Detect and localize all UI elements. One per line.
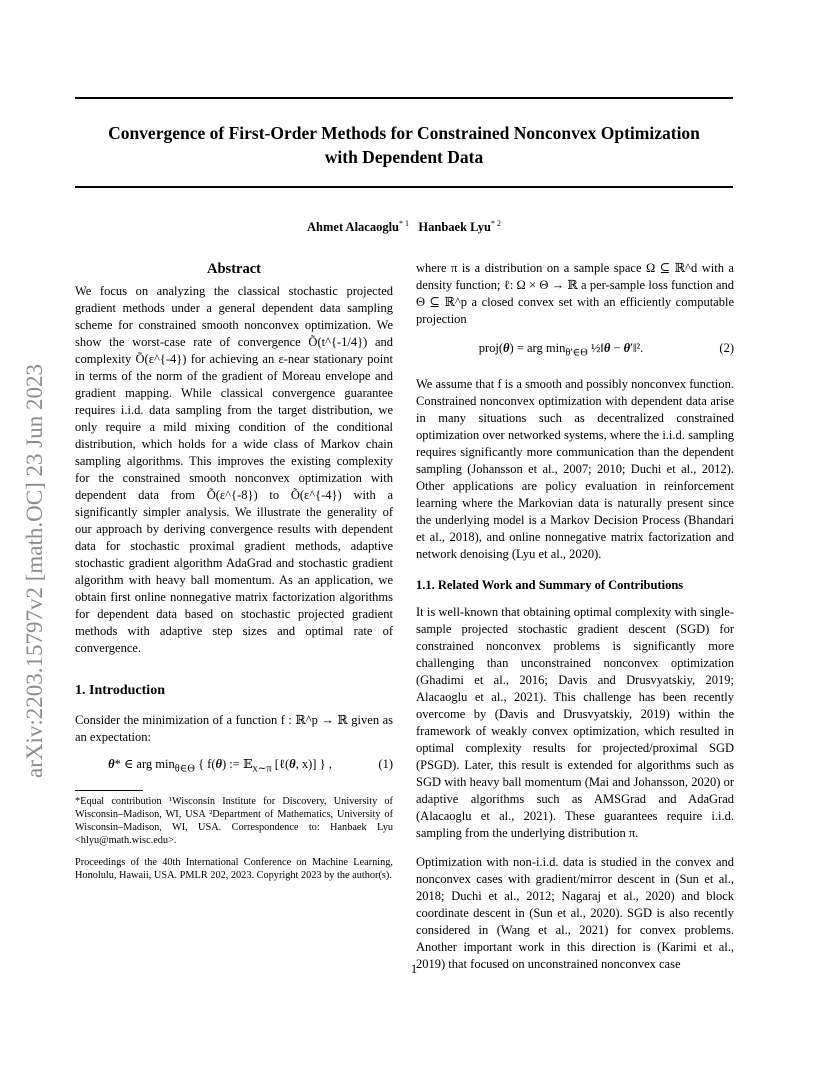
author-affiliation-mark: * 1: [399, 219, 410, 228]
paragraph-distribution: where π is a distribution on a sample space Ω ⊆ ℝ^d with a density function; ℓ: Ω × Θ → ℝ a per-sample loss function and Θ ⊆ ℝ^p a closed convex set with an efficiently computable projection: [416, 261, 734, 326]
title-line-1: Convergence of First-Order Methods for Constrained Nonconvex Optimization: [108, 123, 700, 143]
paragraph-related-work: It is well-known that obtaining optimal complexity with single-sample projected stochastic gradient descent (SGD) for constrained nonconvex problems is significantly more challenging than unconstrained nonconvex optimization (Ghadimi et al., 2016; Davis and Drusvyatskiy, 2019; Alacaoglu et al., 2021). This challenge has been recently overcome by (Davis and Drusvyatskiy, 2019) within the framework of weakly convex optimization, which resulted in optimal complexity results for projected/proximal SGD (PSGD). Later, this result is extended for algorithms such as SGD with heavy ball momentum (Mai and Johansson, 2020) or adaptive algorithms such as AMSGrad and AdaGrad (Alacaoglu et al., 2021). These guarantees require i.i.d. sampling from the underlying distribution π.: [416, 605, 734, 840]
author-affiliation-mark: * 2: [491, 219, 501, 228]
related-work-heading: 1.1. Related Work and Summary of Contributions: [416, 578, 684, 592]
arxiv-stamp: [20, 270, 50, 778]
author-name: Ahmet Alacaoglu: [307, 220, 400, 235]
introduction-heading: 1. Introduction: [75, 683, 165, 698]
title-line-2: with Dependent Data: [324, 147, 484, 167]
paragraph-assumption: We assume that f is a smooth and possibly nonconvex function. Constrained nonconvex optimization with dependent data arise in many situations such as decentralized constrained optimization over networked systems, where the i.i.d. sampling requires significantly more communication than the dependent sampling (Johansson et al., 2007; 2010; Duchi et al., 2012). Other applications are policy evaluation in reinforcement learning where the Markovian data is naturally present since the underlying model is a Markov Decision Process (Bhandari et al., 2018), and online nonnegative matrix factorization and network denoising (Lyu et al., 2020).: [416, 377, 734, 561]
footnote-affiliations: *Equal contribution ¹Wisconsin Institute for Discovery, University of Wisconsin–Madison, WI, USA ²Department of Mathematics, University of Wisconsin–Madison, WI, USA. Correspondence to: Hanbaek Lyu <hlyu@math.wisc.edu>.: [75, 796, 393, 846]
abstract-text: We focus on analyzing the classical stochastic projected gradient methods under a general dependent data sampling scheme for constrained smooth nonconvex optimization. We show the worst-case rate of convergence Õ(t^{-1/4}) and complexity Õ(ε^{-4}) for achieving an ε-near stationary point in terms of the norm of the gradient of Moreau envelope and gradient mapping. While classical convergence guarantee requires i.i.d. data sampling from the target distribution, we only require a mild mixing condition of the conditional distribution, which holds for a wide class of Markov chain sampling algorithms. This improves the existing complexity for the constrained smooth nonconvex optimization with dependent data from Õ(ε^{-8}) to Õ(ε^{-4}) with a significantly simpler analysis. We illustrate the generality of our approach by deriving convergence results with dependent data for stochastic proximal gradient methods, adaptive stochastic gradient algorithm AdaGrad and stochastic gradient algorithm with heavy ball momentum. As an application, we obtain first online nonnegative matrix factorization algorithms for dependent data based on stochastic projected gradient methods with adaptive step sizes and optimal rate of convergence.: [75, 284, 393, 655]
equation-2-body: proj(θ) = arg $\min_{\theta'\in\Theta}$ ½‖θ − θ′‖².: [478, 341, 644, 359]
right-column: [416, 260, 734, 973]
author-name: Hanbaek Lyu: [418, 220, 491, 235]
equation-2-number: (2): [719, 341, 734, 355]
title-top-rule: [75, 97, 733, 99]
equation-2: [416, 338, 734, 364]
left-column: [75, 260, 393, 882]
author-list: [75, 216, 733, 235]
equation-1-number: (1): [378, 757, 393, 771]
equation-1: [75, 754, 393, 776]
arxiv-stamp-text: arXiv:2203.15797v2 [math.OC] 23 Jun 2023: [22, 364, 47, 778]
paper-title: [75, 121, 733, 169]
title-bottom-rule: [75, 186, 733, 188]
introduction-text: Consider the minimization of a function f : ℝ^p → ℝ given as an expectation:: [75, 713, 393, 744]
footnote-proceedings: Proceedings of the 40th International Conference on Machine Learning, Honolulu, Hawaii, USA. PMLR 202, 2023. Copyright 2023 by the author(s).: [75, 857, 393, 881]
abstract-heading: Abstract: [207, 261, 261, 277]
page-number: 1: [410, 962, 418, 976]
paragraph-non-iid: Optimization with non-i.i.d. data is studied in the convex and nonconvex cases with gradient/mirror descent in (Sun et al., 2018; Duchi et al., 2012; Nagaraj et al., 2020) and block coordinate descent in (Sun et al., 2020). SGD is also recently considered in (Wang et al., 2021) for convex problems. Another important work in this direction is (Karimi et al., 2019) that focused on unconstrained nonconvex case: [416, 855, 734, 971]
equation-1-body: θ* ∈ arg $\min_{\theta\in\Theta}$ { f(θ) := 𝔼$_{x\sim\pi}$ [ℓ(θ, x)] } ,: [108, 757, 332, 775]
